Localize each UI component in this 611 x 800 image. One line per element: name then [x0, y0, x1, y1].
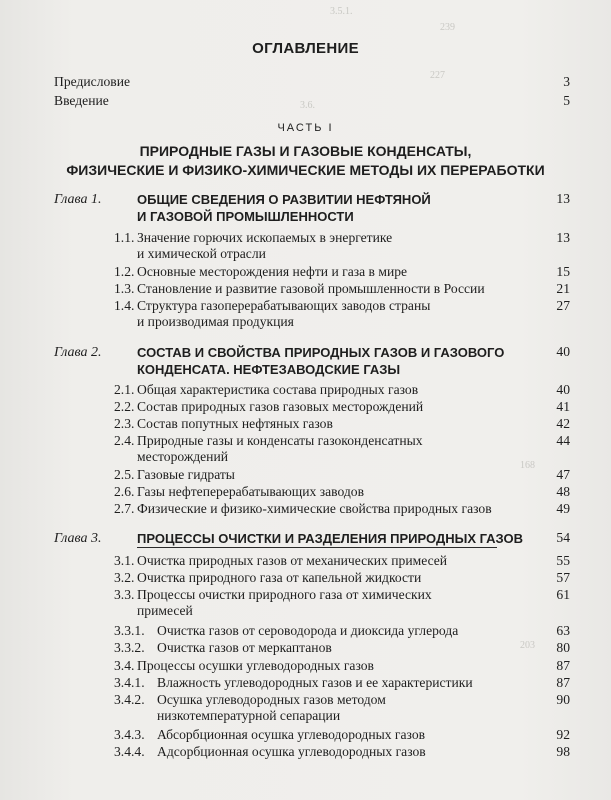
section-title-line[interactable]: Газы нефтеперерабатывающих заводов — [137, 484, 364, 499]
page-number: 27 — [556, 298, 570, 313]
section-title-line[interactable]: Структура газоперерабатывающих заводов страны — [137, 298, 431, 313]
section-number: 3.3. — [114, 587, 135, 602]
book-page: 3.5.1. 239 227 3.6. 168 203 ОГЛАВЛЕНИЕ Предисловие 3 Введение 5 ЧАСТЬ I ПРИРОДНЫЕ ГАЗЫ И ГАЗОВЫЕ КОНДЕНСАТЫ, ФИЗИЧЕСКИЕ И ФИЗИКО-ХИМИЧЕСКИЕ МЕТОДЫ ИХ ПЕРЕРАБОТКИ Глава 1. ОБЩИЕ СВЕДЕНИЯ О РАЗВИТИИ НЕФТЯНОЙ И ГАЗОВОЙ ПРОМЫШЛЕННОСТИ 13 1.1. Значение горючих ископаемых в энергетике и химической отрасли 13 1.2. Основные месторождения нефти и газа в мире 15 1.3. Становление и развитие газовой промышленности в России 21 1.4. Структура газоперерабатывающих заводов страны и производимая продукция 27 Глава 2. СОСТАВ И СВОЙСТВА ПРИРОДНЫХ ГАЗОВ И ГАЗОВОГО КОНДЕНСАТА. НЕФТЕЗАВОДСКИЕ ГАЗЫ 40 2.1. Общая характеристика состава природных газов 40 2.2. Состав природных газов газовых месторождений 41 2.3. Состав попутных нефтяных газов 42 2.4. Природные газы и конденсаты газоконденсатных месторождений 44 2.5. Газовые гидраты 47 2.6. Газы нефтеперерабатывающих заводов 48 2.7. Физические и физико-химические свойства природных газов 49 Глава 3. ПРОЦЕССЫ ОЧИСТКИ И РАЗДЕЛЕНИЯ ПРИРОДНЫХ ГАЗОВ 54 3.1. Очистка природных газов от механических примесей 55 3.2. Очистка природного газа от капельной жидкости 57 3.3. Процессы очистки природного газа от химических примесей 61 3.3.1. Очистка газов от сероводорода и диоксида углерода 63 3.3.2. Очистка газов от меркаптанов 80 3.4. Процессы осушки углеводородных газов 87 3.4.1. Влажность углеводородных газов и ее характеристики 87 3.4.2. Осушка углеводородных газов методом низкотемпературной сепарации 90 3.4.3. Абсорбционная осушка углеводородных газов 92 3.4.4. Адсорбционная осушка углеводородных газов 98 — [0, 0, 611, 800]
section-title-line[interactable]: Влажность углеводородных газов и ее характеристики — [157, 675, 473, 690]
page-number: 48 — [556, 484, 570, 499]
section-title-line[interactable]: Общая характеристика состава природных газов — [137, 382, 419, 397]
chapter-title-line[interactable]: СОСТАВ И СВОЙСТВА ПРИРОДНЫХ ГАЗОВ И ГАЗОВОГО — [137, 345, 505, 360]
section-title-line[interactable]: Осушка углеводородных газов методом — [157, 692, 386, 707]
toc-entry-preface[interactable] — [54, 74, 130, 90]
section-title-line[interactable]: Состав попутных нефтяных газов — [137, 416, 333, 431]
section-title-line[interactable]: Газовые гидраты — [137, 467, 235, 482]
chapter-label: Глава 3. — [54, 531, 102, 546]
section-title-line[interactable]: Физические и физико-химические свойства природных газов — [137, 501, 492, 516]
part-label: ЧАСТЬ I — [277, 122, 334, 134]
page-number: 13 — [556, 191, 570, 206]
section-title-line[interactable]: Процессы очистки природного газа от химических — [137, 587, 432, 602]
page-number: 87 — [556, 675, 570, 690]
section-title-line[interactable]: и химической отрасли — [137, 246, 266, 261]
section-number: 3.4.3. — [114, 727, 145, 742]
section-number: 2.6. — [114, 484, 135, 499]
entry-title: Введение — [54, 93, 109, 108]
section-title-line[interactable]: Процессы осушки углеводородных газов — [137, 658, 374, 673]
section-number: 2.1. — [114, 382, 135, 397]
page-number: 40 — [556, 382, 570, 397]
section-title-line[interactable]: и производимая продукция — [137, 314, 294, 329]
section-title-line[interactable]: низкотемпературной сепарации — [157, 708, 341, 723]
page-number: 80 — [556, 640, 570, 655]
section-number: 3.4.4. — [114, 744, 145, 759]
page-number: 47 — [556, 467, 570, 482]
page-number: 55 — [556, 553, 570, 568]
page-number: 54 — [556, 530, 570, 545]
chapter-title-line[interactable]: И ГАЗОВОЙ ПРОМЫШЛЕННОСТИ — [137, 209, 354, 224]
chapter-title-line[interactable]: ПРОЦЕССЫ ОЧИСТКИ И РАЗДЕЛЕНИЯ ПРИРОДНЫХ ГАЗОВ — [137, 531, 524, 546]
page-number: 42 — [556, 416, 570, 431]
section-number: 3.4.1. — [114, 675, 145, 690]
section-title-line[interactable]: Природные газы и конденсаты газоконденсатных — [137, 433, 423, 448]
section-number: 3.1. — [114, 553, 135, 568]
page-number: 57 — [556, 570, 570, 585]
section-number: 1.3. — [114, 281, 135, 296]
chapter-title-line[interactable]: КОНДЕНСАТА. НЕФТЕЗАВОДСКИЕ ГАЗЫ — [137, 362, 401, 377]
toc-heading: ОГЛАВЛЕНИЕ — [252, 40, 359, 57]
page-number: 3 — [563, 74, 570, 89]
section-title-line[interactable]: Абсорбционная осушка углеводородных газов — [157, 727, 426, 742]
section-title-line[interactable]: Очистка газов от сероводорода и диоксида углерода — [157, 623, 459, 638]
entry-title: Предисловие — [54, 74, 131, 89]
chapter-title-rule — [137, 547, 497, 548]
page-number: 61 — [556, 587, 570, 602]
part-title-line: ФИЗИЧЕСКИЕ И ФИЗИКО-ХИМИЧЕСКИЕ МЕТОДЫ ИХ ПЕРЕРАБОТКИ — [66, 162, 545, 178]
section-number: 3.4. — [114, 658, 135, 673]
section-number: 3.3.2. — [114, 640, 145, 655]
page-number: 90 — [556, 692, 570, 707]
section-number: 2.4. — [114, 433, 135, 448]
section-title-line[interactable]: месторождений — [137, 449, 228, 464]
page-number: 63 — [556, 623, 570, 638]
section-number: 1.4. — [114, 298, 135, 313]
chapter-label: Глава 2. — [54, 345, 102, 360]
chapter-label: Глава 1. — [54, 192, 102, 207]
section-number: 1.2. — [114, 264, 135, 279]
section-number: 2.5. — [114, 467, 135, 482]
section-title-line[interactable]: Основные месторождения нефти и газа в мире — [137, 264, 408, 279]
section-number: 3.3.1. — [114, 623, 145, 638]
page-number: 21 — [556, 281, 570, 296]
page-number: 15 — [556, 264, 570, 279]
section-title-line[interactable]: Состав природных газов газовых месторождений — [137, 399, 424, 414]
section-number: 2.7. — [114, 501, 135, 516]
section-number: 2.2. — [114, 399, 135, 414]
page-number: 98 — [556, 744, 570, 759]
section-title-line[interactable]: Значение горючих ископаемых в энергетике — [137, 230, 393, 245]
section-number: 3.2. — [114, 570, 135, 585]
section-title-line[interactable]: Очистка природных газов от механических примесей — [137, 553, 448, 568]
part-title-line: ПРИРОДНЫЕ ГАЗЫ И ГАЗОВЫЕ КОНДЕНСАТЫ, — [139, 143, 472, 159]
section-title-line[interactable]: Адсорбционная осушка углеводородных газов — [157, 744, 426, 759]
page-number: 5 — [563, 93, 570, 108]
page-number: 49 — [556, 501, 570, 516]
section-number: 2.3. — [114, 416, 135, 431]
page-number: 40 — [556, 344, 570, 359]
page-number: 87 — [556, 658, 570, 673]
toc-entry-introduction[interactable] — [54, 93, 109, 109]
section-title-line[interactable]: Очистка природного газа от капельной жидкости — [137, 570, 422, 585]
page-number: 92 — [556, 727, 570, 742]
section-title-line[interactable]: Очистка газов от меркаптанов — [157, 640, 332, 655]
section-number: 1.1. — [114, 230, 135, 245]
page-number: 41 — [556, 399, 570, 414]
page-number: 13 — [556, 230, 570, 245]
chapter-title-line[interactable]: ОБЩИЕ СВЕДЕНИЯ О РАЗВИТИИ НЕФТЯНОЙ — [137, 192, 431, 207]
section-title-line[interactable]: Становление и развитие газовой промышленности в России — [137, 281, 485, 296]
section-number: 3.4.2. — [114, 692, 145, 707]
page-number: 44 — [556, 433, 570, 448]
section-title-line[interactable]: примесей — [137, 603, 193, 618]
